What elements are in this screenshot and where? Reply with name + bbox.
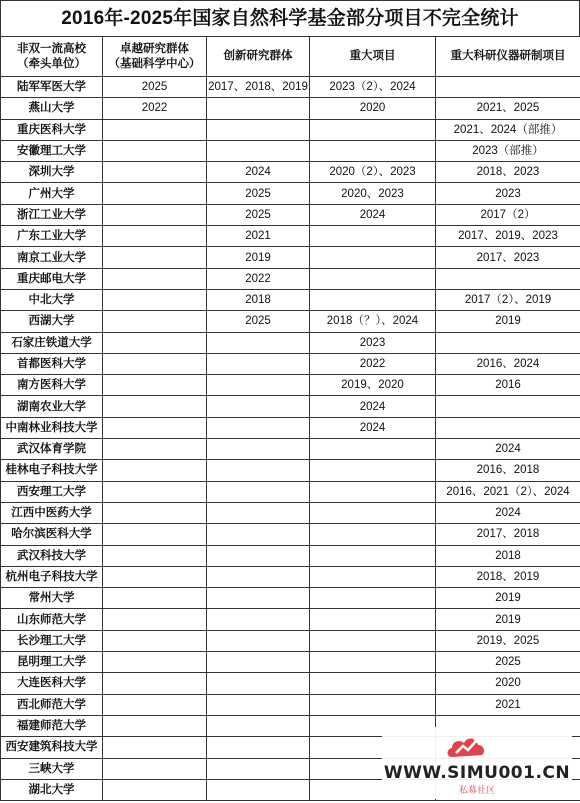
university-name-cell: 湖南农业大学 [1, 396, 103, 417]
table-cell [103, 247, 207, 268]
table-cell: 2025 [207, 204, 310, 225]
table-row [1, 353, 580, 374]
table-cell [103, 119, 207, 140]
table-cell: 2023 [436, 183, 580, 204]
table-cell [103, 652, 207, 673]
table-cell: 2024 [436, 439, 580, 460]
table-cell: 2016、2021（2）、2024 [436, 481, 580, 502]
university-name-cell: 桂林电子科技大学 [1, 460, 103, 481]
table-cell [310, 609, 436, 630]
table-cell [103, 332, 207, 353]
table-cell: 2017、2018、2019 [207, 77, 310, 98]
table-cell [207, 353, 310, 374]
table-cell: 2023（2）、2024 [310, 77, 436, 98]
table-cell: 2018 [436, 545, 580, 566]
table-row [1, 396, 580, 417]
table-cell [207, 502, 310, 523]
table-row [1, 162, 580, 183]
table-cell: 2016 [436, 375, 580, 396]
table-row [1, 417, 580, 438]
table-cell [103, 162, 207, 183]
table-cell [103, 396, 207, 417]
table-cell [103, 566, 207, 587]
table-cell: 2017（2）、2019 [436, 289, 580, 310]
table-cell [207, 119, 310, 140]
table-cell: 2020 [310, 98, 436, 119]
table-cell: 2023（部推） [436, 140, 580, 161]
table-cell: 2019 [436, 588, 580, 609]
table-cell: 2022 [207, 268, 310, 289]
table-cell [436, 268, 580, 289]
table-cell [103, 439, 207, 460]
table-cell [103, 502, 207, 523]
table-cell: 2025 [207, 311, 310, 332]
table-cell: 2018、2019 [436, 566, 580, 587]
table-cell: 2025 [103, 77, 207, 98]
table-cell [310, 588, 436, 609]
university-name-cell: 安徽理工大学 [1, 140, 103, 161]
university-name-cell: 首都医科大学 [1, 353, 103, 374]
table-cell: 2017（2） [436, 204, 580, 225]
table-cell [103, 460, 207, 481]
table-row [1, 332, 580, 353]
table-cell [436, 396, 580, 417]
table-cell: 2016、2024 [436, 353, 580, 374]
table-cell [310, 289, 436, 310]
watermark-text: WWW.SIMU001.CN [383, 763, 571, 783]
table-cell: 2025 [436, 652, 580, 673]
table-cell [103, 545, 207, 566]
table-cell [207, 694, 310, 715]
table-cell [310, 566, 436, 587]
table-row [1, 226, 580, 247]
table-cell [436, 77, 580, 98]
table-cell [436, 417, 580, 438]
table-cell [207, 140, 310, 161]
table-cell [310, 694, 436, 715]
table-cell [207, 609, 310, 630]
table-cell [207, 758, 310, 779]
table-cell: 2019、2020 [310, 375, 436, 396]
table-row [1, 566, 580, 587]
table-cell: 2021 [207, 226, 310, 247]
table-cell [310, 673, 436, 694]
table-cell [310, 481, 436, 502]
table-cell [207, 524, 310, 545]
table-row [1, 481, 580, 502]
table-cell [103, 289, 207, 310]
table-cell [310, 119, 436, 140]
university-name-cell: 浙江工业大学 [1, 204, 103, 225]
table-cell [310, 630, 436, 651]
university-name-cell: 昆明理工大学 [1, 652, 103, 673]
table-row [1, 502, 580, 523]
table-cell [310, 524, 436, 545]
university-name-cell: 常州大学 [1, 588, 103, 609]
column-header: 重大项目 [310, 37, 436, 77]
table-cell [310, 226, 436, 247]
table-cell: 2021 [436, 694, 580, 715]
table-cell: 2017、2023 [436, 247, 580, 268]
table-cell [207, 439, 310, 460]
table-cell [103, 758, 207, 779]
table-cell [207, 737, 310, 758]
table-row [1, 588, 580, 609]
university-name-cell: 三峡大学 [1, 758, 103, 779]
table-cell [103, 226, 207, 247]
table-cell: 2023 [310, 332, 436, 353]
university-name-cell: 江西中医药大学 [1, 502, 103, 523]
university-name-cell: 中北大学 [1, 289, 103, 310]
table-cell [103, 375, 207, 396]
table-cell [207, 779, 310, 800]
statistics-table [0, 36, 580, 801]
table-cell [103, 715, 207, 736]
university-name-cell: 长沙理工大学 [1, 630, 103, 651]
university-name-cell: 福建师范大学 [1, 715, 103, 736]
table-row [1, 247, 580, 268]
table-cell [103, 524, 207, 545]
column-header: 创新研究群体 [207, 37, 310, 77]
table-cell [207, 630, 310, 651]
table-cell [207, 460, 310, 481]
table-cell: 2018（？）、2024 [310, 311, 436, 332]
table-cell [310, 460, 436, 481]
table-cell: 2020 [436, 673, 580, 694]
table-cell: 2018 [207, 289, 310, 310]
column-header: 非双一流高校 （牵头单位） [1, 37, 103, 77]
document-title: 2016年-2025年国家自然科学基金部分项目不完全统计 [0, 0, 580, 36]
table-cell [103, 353, 207, 374]
table-cell [103, 204, 207, 225]
table-cell: 2019 [207, 247, 310, 268]
table-row [1, 204, 580, 225]
table-cell [103, 609, 207, 630]
table-cell: 2018、2023 [436, 162, 580, 183]
table-cell [207, 715, 310, 736]
table-cell [207, 545, 310, 566]
table-cell: 2017、2018 [436, 524, 580, 545]
table-row [1, 673, 580, 694]
table-cell: 2022 [310, 353, 436, 374]
table-row [1, 460, 580, 481]
university-name-cell: 陆军军医大学 [1, 77, 103, 98]
table-row [1, 77, 580, 98]
table-cell [310, 545, 436, 566]
university-name-cell: 广州大学 [1, 183, 103, 204]
table-cell: 2017、2019、2023 [436, 226, 580, 247]
university-name-cell: 石家庄铁道大学 [1, 332, 103, 353]
university-name-cell: 西北师范大学 [1, 694, 103, 715]
table-cell [103, 779, 207, 800]
table-row [1, 524, 580, 545]
table-cell [207, 673, 310, 694]
table-row [1, 140, 580, 161]
table-cell: 2024 [310, 417, 436, 438]
table-row [1, 630, 580, 651]
table-cell: 2024 [310, 204, 436, 225]
table-cell [103, 311, 207, 332]
table-row [1, 311, 580, 332]
column-header: 卓越研究群体 （基础科学中心） [103, 37, 207, 77]
table-cell [207, 588, 310, 609]
university-name-cell: 南京工业大学 [1, 247, 103, 268]
university-name-cell: 燕山大学 [1, 98, 103, 119]
table-cell [207, 652, 310, 673]
table-cell [103, 694, 207, 715]
table-cell [310, 140, 436, 161]
table-cell: 2020、2023 [310, 183, 436, 204]
table-cell [103, 673, 207, 694]
table-cell [310, 502, 436, 523]
table-cell: 2024 [310, 396, 436, 417]
table-cell [310, 247, 436, 268]
table-cell: 2020（2）、2023 [310, 162, 436, 183]
university-name-cell: 西安理工大学 [1, 481, 103, 502]
university-name-cell: 山东师范大学 [1, 609, 103, 630]
table-cell: 2019、2025 [436, 630, 580, 651]
table-row [1, 183, 580, 204]
university-name-cell: 南方医科大学 [1, 375, 103, 396]
university-name-cell: 重庆邮电大学 [1, 268, 103, 289]
table-row [1, 375, 580, 396]
table-row [1, 609, 580, 630]
table-cell [207, 375, 310, 396]
table-cell [310, 268, 436, 289]
table-cell [103, 481, 207, 502]
table-cell: 2025 [207, 183, 310, 204]
table-cell [103, 140, 207, 161]
table-cell: 2024 [207, 162, 310, 183]
rising-arrow-cloud-logo-icon [444, 729, 490, 763]
table-cell: 2021、2024（部推） [436, 119, 580, 140]
table-cell [103, 588, 207, 609]
table-cell [103, 268, 207, 289]
watermark-subtext: 私募社区 [458, 785, 495, 795]
watermark [382, 727, 572, 799]
table-row [1, 694, 580, 715]
university-name-cell: 武汉科技大学 [1, 545, 103, 566]
university-name-cell: 湖北大学 [1, 779, 103, 800]
university-name-cell: 杭州电子科技大学 [1, 566, 103, 587]
table-cell: 2021、2025 [436, 98, 580, 119]
table-row [1, 268, 580, 289]
table-cell [103, 630, 207, 651]
table-row [1, 652, 580, 673]
university-name-cell: 深圳大学 [1, 162, 103, 183]
table-cell [207, 396, 310, 417]
university-name-cell: 广东工业大学 [1, 226, 103, 247]
university-name-cell: 大连医科大学 [1, 673, 103, 694]
table-row [1, 289, 580, 310]
table-body [1, 77, 580, 801]
university-name-cell: 哈尔滨医科大学 [1, 524, 103, 545]
table-row [1, 98, 580, 119]
university-name-cell: 武汉体育学院 [1, 439, 103, 460]
table-cell: 2016、2018 [436, 460, 580, 481]
university-name-cell: 西湖大学 [1, 311, 103, 332]
table-cell [207, 481, 310, 502]
table-cell: 2019 [436, 609, 580, 630]
table-cell [207, 566, 310, 587]
university-name-cell: 西安建筑科技大学 [1, 737, 103, 758]
table-row [1, 545, 580, 566]
table-cell [103, 183, 207, 204]
table-row [1, 439, 580, 460]
table-cell [436, 332, 580, 353]
table-cell [103, 417, 207, 438]
table-cell [207, 417, 310, 438]
table-cell [207, 332, 310, 353]
table-cell [103, 737, 207, 758]
university-name-cell: 中南林业科技大学 [1, 417, 103, 438]
table-header-row [1, 37, 580, 77]
table-cell: 2022 [103, 98, 207, 119]
table-cell: 2019 [436, 311, 580, 332]
table-cell [207, 98, 310, 119]
column-header: 重大科研仪器研制项目 [436, 37, 580, 77]
university-name-cell: 重庆医科大学 [1, 119, 103, 140]
table-cell [310, 439, 436, 460]
table-row [1, 119, 580, 140]
table-cell [310, 652, 436, 673]
table-cell: 2024 [436, 502, 580, 523]
